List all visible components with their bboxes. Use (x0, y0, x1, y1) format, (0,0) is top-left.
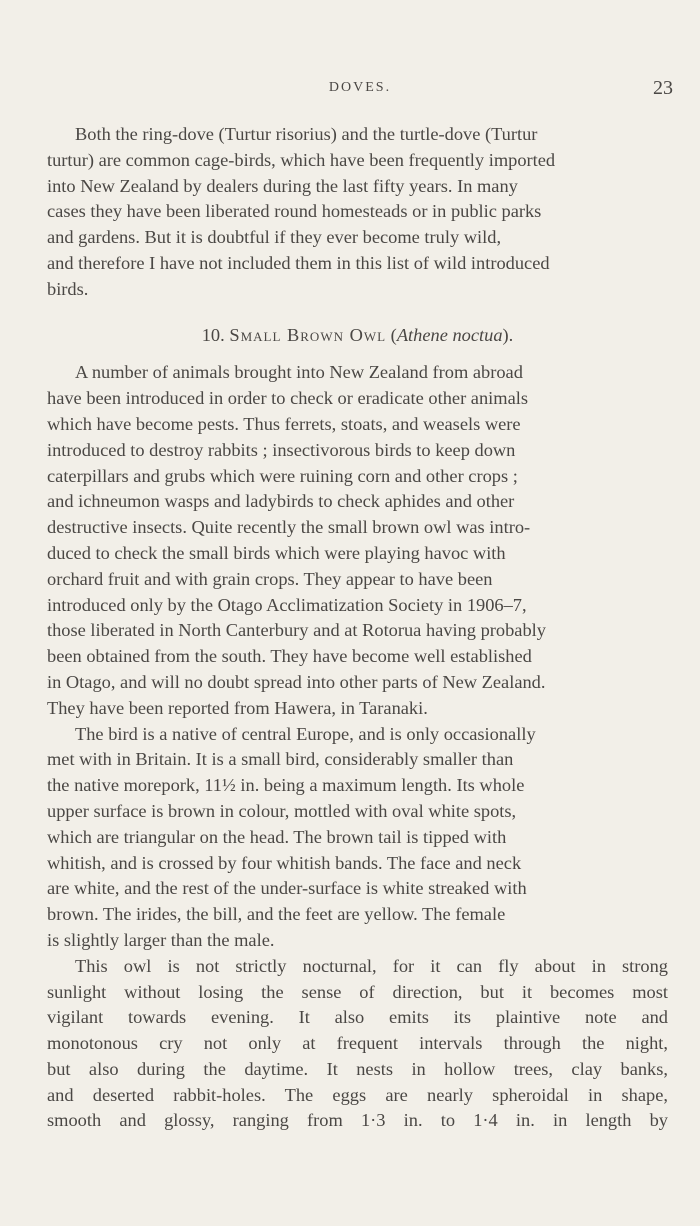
text-line: in Otago, and will no doubt spread into other parts of New Zealand. (47, 671, 546, 692)
text-line: brown. The irides, the bill, and the feet are yellow. The female (47, 904, 506, 925)
text-line: and ichneumon wasps and ladybirds to check aphides and other (47, 491, 515, 512)
text-line: is slightly larger than the male. (47, 929, 275, 950)
text-line: They have been reported from Hawera, in Taranaki. (47, 697, 428, 718)
text-line: those liberated in North Canterbury and at Rotorua having probably (47, 620, 546, 641)
text-line: sunlight without losing the sense of direction, but it becomes most (47, 981, 668, 1002)
text-line: orchard fruit and with grain crops. They appear to have been (47, 568, 493, 589)
section-heading: 10. Small Brown Owl (Athene noctua). (201, 324, 514, 345)
text-line: duced to check the small birds which were playing havoc with (47, 542, 506, 563)
text-line: cases they have been liberated round homesteads or in public parks (47, 201, 542, 222)
text-line: but also during the daytime. It nests in hollow trees, clay banks, (47, 1058, 668, 1079)
paragraph-doves (47, 122, 668, 303)
body-text (47, 122, 668, 1134)
text-line: A number of animals brought into New Zealand from abroad (75, 362, 523, 383)
running-head (47, 77, 673, 104)
text-line: birds. (47, 278, 89, 299)
text-line: This owl is not strictly nocturnal, for it can fly about in strong (75, 955, 668, 976)
text-line: introduced to destroy rabbits ; insectivorous birds to keep down (47, 439, 516, 460)
running-title: DOVES. (328, 80, 392, 95)
text-line: vigilant towards evening. It also emits its plaintive note and (47, 1007, 668, 1028)
text-line: destructive insects. Quite recently the small brown owl was intro- (47, 517, 531, 538)
paragraph-introduction (47, 360, 668, 721)
text-line: smooth and glossy, ranging from 1·3 in. to 1·4 in. in length by (47, 1110, 668, 1131)
text-line: turtur) are common cage-birds, which have been frequently imported (47, 149, 556, 170)
text-line: which have become pests. Thus ferrets, stoats, and weasels were (47, 413, 521, 434)
section-number: 10. (201, 324, 225, 345)
paragraph-habits (47, 954, 668, 1135)
paragraph-description (47, 722, 668, 954)
text-line: the native morepork, 11½ in. being a maximum length. Its whole (47, 775, 525, 796)
text-line: The bird is a native of central Europe, and is only occasionally (75, 723, 536, 744)
text-line: met with in Britain. It is a small bird, considerably smaller than (47, 749, 514, 770)
text-line: been obtained from the south. They have become well established (47, 646, 532, 667)
text-line: introduced only by the Otago Acclimatization Society in 1906–7, (47, 594, 527, 615)
section-title: Small Brown Owl (229, 324, 387, 345)
text-line: monotonous cry not only at frequent intervals through the night, (47, 1033, 668, 1054)
text-line: and gardens. But it is doubtful if they ever become truly wild, (47, 227, 502, 248)
text-line: are white, and the rest of the under-surface is white streaked with (47, 878, 527, 899)
text-line: and deserted rabbit-holes. The eggs are nearly spheroidal in shape, (47, 1084, 668, 1105)
text-line: have been introduced in order to check or eradicate other animals (47, 388, 529, 409)
section-latin-name: Athene noctua (396, 324, 503, 345)
text-line: into New Zealand by dealers during the last fifty years. In many (47, 175, 518, 196)
text-line: upper surface is brown in colour, mottled with oval white spots, (47, 800, 517, 821)
page-number: 23 (653, 77, 673, 99)
text-line: Both the ring-dove (Turtur risorius) and the turtle-dove (Turtur (75, 124, 538, 144)
text-line: and therefore I have not included them in this list of wild introduced (47, 252, 550, 273)
text-line: whitish, and is crossed by four whitish bands. The face and neck (47, 852, 522, 873)
text-line: which are triangular on the head. The brown tail is tipped with (47, 826, 507, 847)
text-line: caterpillars and grubs which were ruining corn and other crops ; (47, 465, 518, 486)
